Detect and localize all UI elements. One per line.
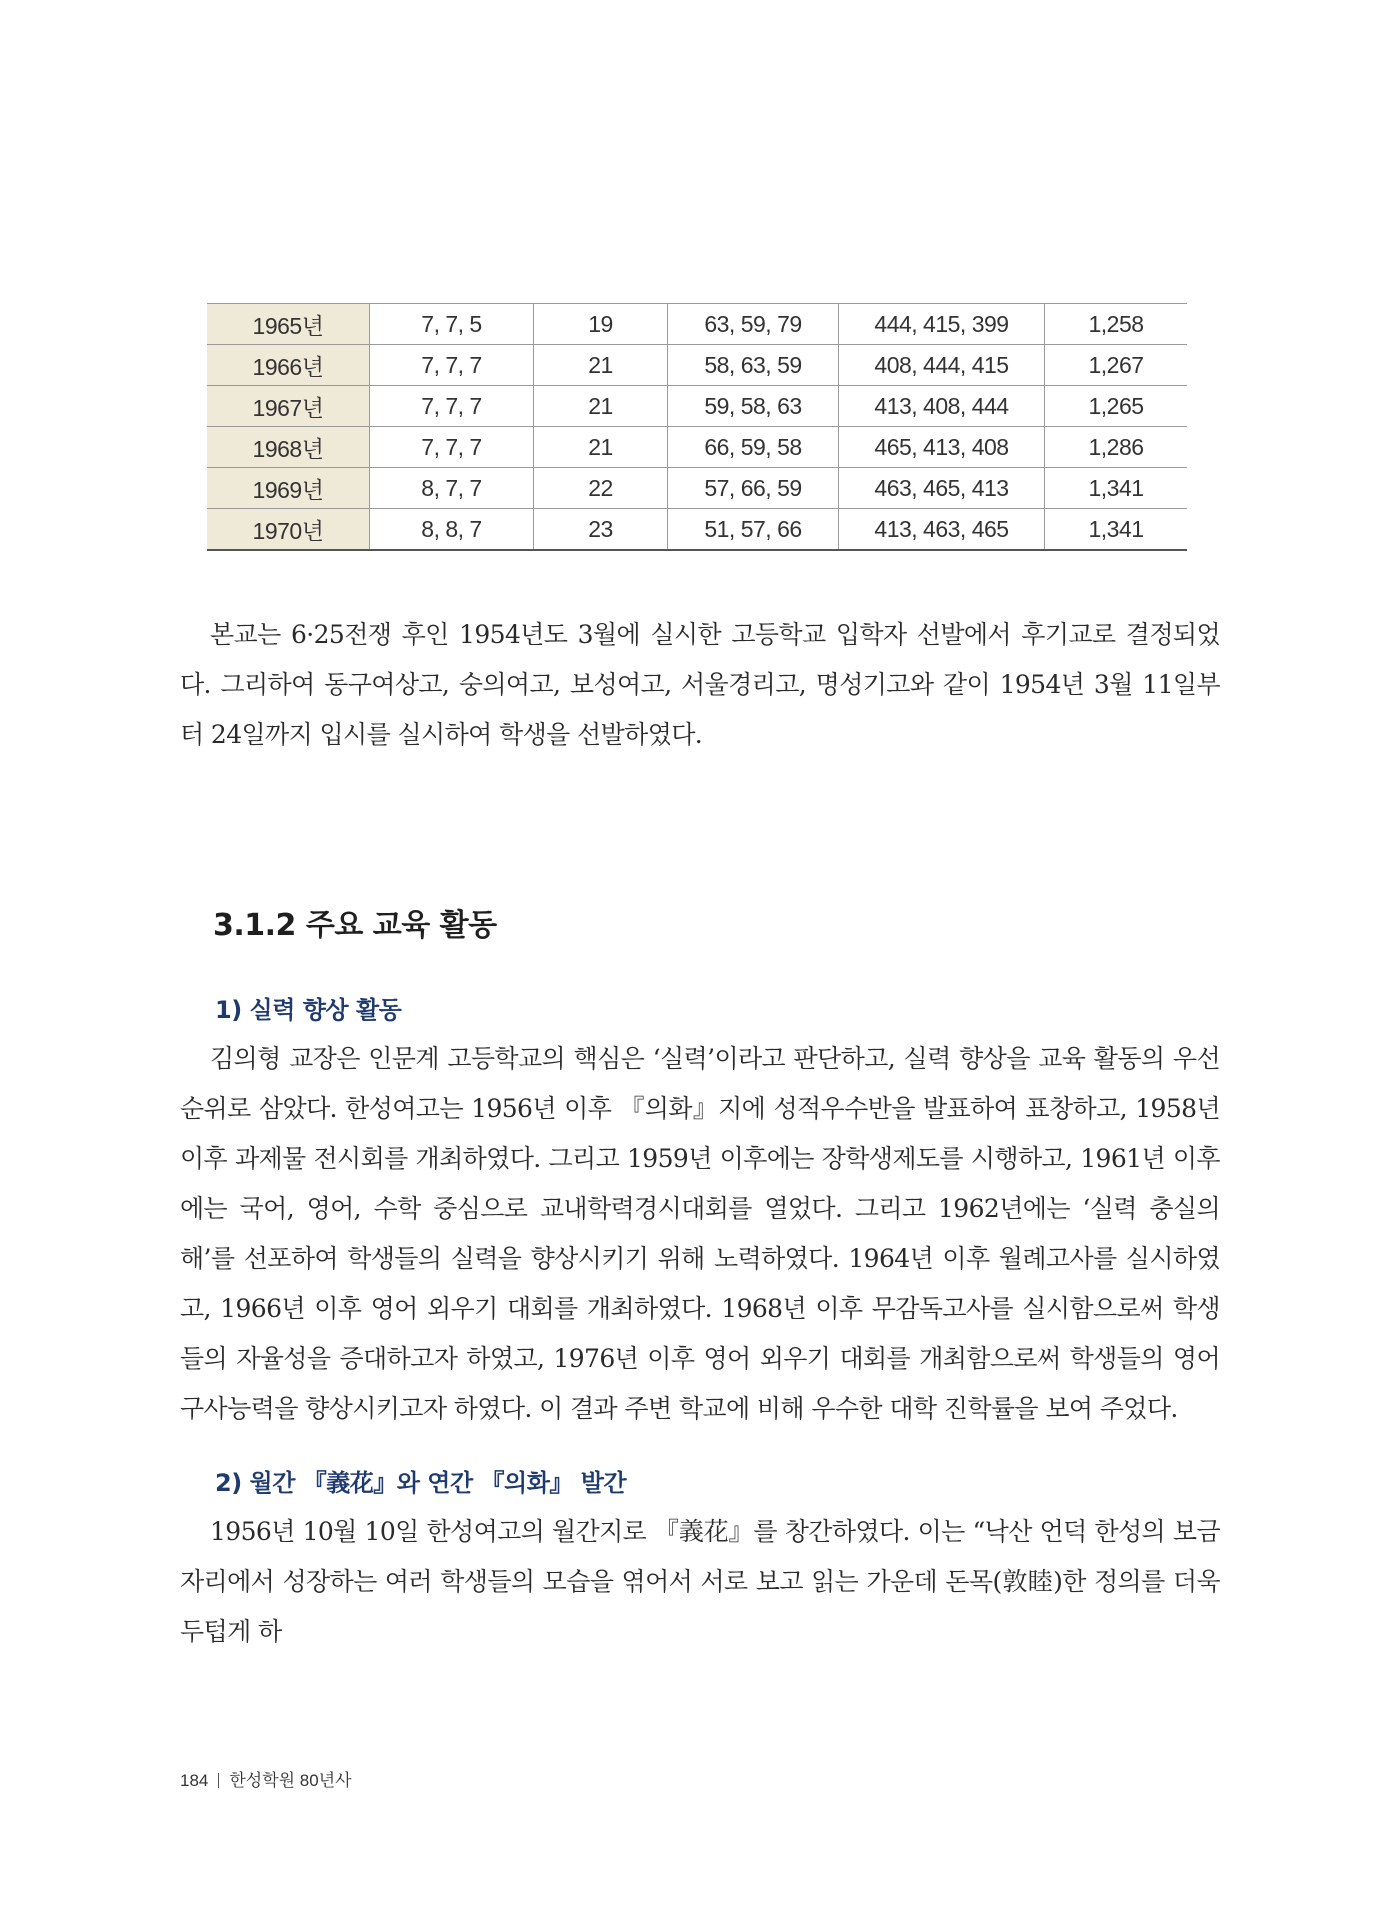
classes-cell: 8, 8, 7 <box>370 509 534 551</box>
book-title: 한성학원 80년사 <box>229 1771 352 1790</box>
intro-paragraph-text: 본교는 6·25전쟁 후인 1954년도 3월에 실시한 고등학교 입학자 선발에서 후기교로 결정되었다. 그리하여 동구여상고, 숭의여고, 보성여고, 서울경리고, 명성기고와 같이 1954년 3월 11일부터 24일까지 입시를 실시하여 학생을 선발하였다. <box>180 620 1220 749</box>
page-number: 184 <box>180 1771 209 1790</box>
year-cell: 1969년 <box>207 468 370 509</box>
class-total-cell: 23 <box>534 509 668 551</box>
class-total-cell: 22 <box>534 468 668 509</box>
section-heading: 3.1.2 주요 교육 활동 <box>213 908 497 943</box>
class-total-cell: 19 <box>534 304 668 345</box>
classes-cell: 7, 7, 7 <box>370 345 534 386</box>
table-row <box>207 386 1187 427</box>
year-cell: 1965년 <box>207 304 370 345</box>
subsection-2-heading: 2) 월간 『義花』와 연간 『의화』 발간 <box>215 1469 627 1497</box>
table-row <box>207 345 1187 386</box>
students-cell: 444, 415, 399 <box>839 304 1045 345</box>
class-total-cell: 21 <box>534 427 668 468</box>
classes-cell: 7, 7, 7 <box>370 386 534 427</box>
footer-separator <box>218 1773 219 1788</box>
teachers-cell: 57, 66, 59 <box>668 468 839 509</box>
student-total-cell: 1,258 <box>1045 304 1188 345</box>
subsection-1-heading: 1) 실력 향상 활동 <box>215 996 402 1024</box>
students-cell: 413, 408, 444 <box>839 386 1045 427</box>
teachers-cell: 58, 63, 59 <box>668 345 839 386</box>
students-cell: 465, 413, 408 <box>839 427 1045 468</box>
class-total-cell: 21 <box>534 345 668 386</box>
teachers-cell: 59, 58, 63 <box>668 386 839 427</box>
year-cell: 1968년 <box>207 427 370 468</box>
teachers-cell: 63, 59, 79 <box>668 304 839 345</box>
intro-paragraph <box>180 610 1220 760</box>
students-cell: 463, 465, 413 <box>839 468 1045 509</box>
table-row <box>207 427 1187 468</box>
year-cell: 1966년 <box>207 345 370 386</box>
classes-cell: 7, 7, 5 <box>370 304 534 345</box>
subsection-2-body-text: 1956년 10월 10일 한성여고의 월간지로 『義花』를 창간하였다. 이는 “낙산 언덕 한성의 보금자리에서 성장하는 여러 학생들의 모습을 엮어서 서로 보고 읽는 가운데 돈목(敦睦)한 정의를 더욱 두텁게 하 <box>180 1517 1220 1646</box>
student-total-cell: 1,341 <box>1045 468 1188 509</box>
table-row <box>207 304 1187 345</box>
subsection-1-body-text: 김의형 교장은 인문계 고등학교의 핵심은 ‘실력’이라고 판단하고, 실력 향상을 교육 활동의 우선순위로 삼았다. 한성여고는 1956년 이후 『의화』지에 성적우수반을 발표하여 표창하고, 1958년 이후 과제물 전시회를 개최하였다. 그리고 1959년 이후에는 장학생제도를 시행하고, 1961년 이후에는 국어, 영어, 수학 중심으로 교내학력경시대회를 열었다. 그리고 1962년에는 ‘실력 충실의 해’를 선포하여 학생들의 실력을 향상시키기 위해 노력하였다. 1964년 이후 월례고사를 실시하였고, 1966년 이후 영어 외우기 대회를 개최하였다. 1968년 이후 무감독고사를 실시함으로써 학생들의 자율성을 증대하고자 하였고, 1976년 이후 영어 외우기 대회를 개최함으로써 학생들의 영어구사능력을 향상시키고자 하였다. 이 결과 주변 학교에 비해 우수한 대학 진학률을 보여 주었다. <box>180 1044 1220 1423</box>
student-total-cell: 1,286 <box>1045 427 1188 468</box>
table-row <box>207 509 1187 551</box>
students-cell: 408, 444, 415 <box>839 345 1045 386</box>
year-cell: 1967년 <box>207 386 370 427</box>
student-total-cell: 1,341 <box>1045 509 1188 551</box>
table-row <box>207 468 1187 509</box>
teachers-cell: 51, 57, 66 <box>668 509 839 551</box>
student-total-cell: 1,267 <box>1045 345 1188 386</box>
subsection-2-body <box>180 1507 1220 1657</box>
year-cell: 1970년 <box>207 509 370 551</box>
subsection-1-body <box>180 1034 1220 1434</box>
class-total-cell: 21 <box>534 386 668 427</box>
enrollment-table-body <box>207 304 1187 551</box>
students-cell: 413, 463, 465 <box>839 509 1045 551</box>
enrollment-table <box>207 303 1187 551</box>
teachers-cell: 66, 59, 58 <box>668 427 839 468</box>
classes-cell: 8, 7, 7 <box>370 468 534 509</box>
page-footer <box>180 1766 352 1791</box>
classes-cell: 7, 7, 7 <box>370 427 534 468</box>
student-total-cell: 1,265 <box>1045 386 1188 427</box>
